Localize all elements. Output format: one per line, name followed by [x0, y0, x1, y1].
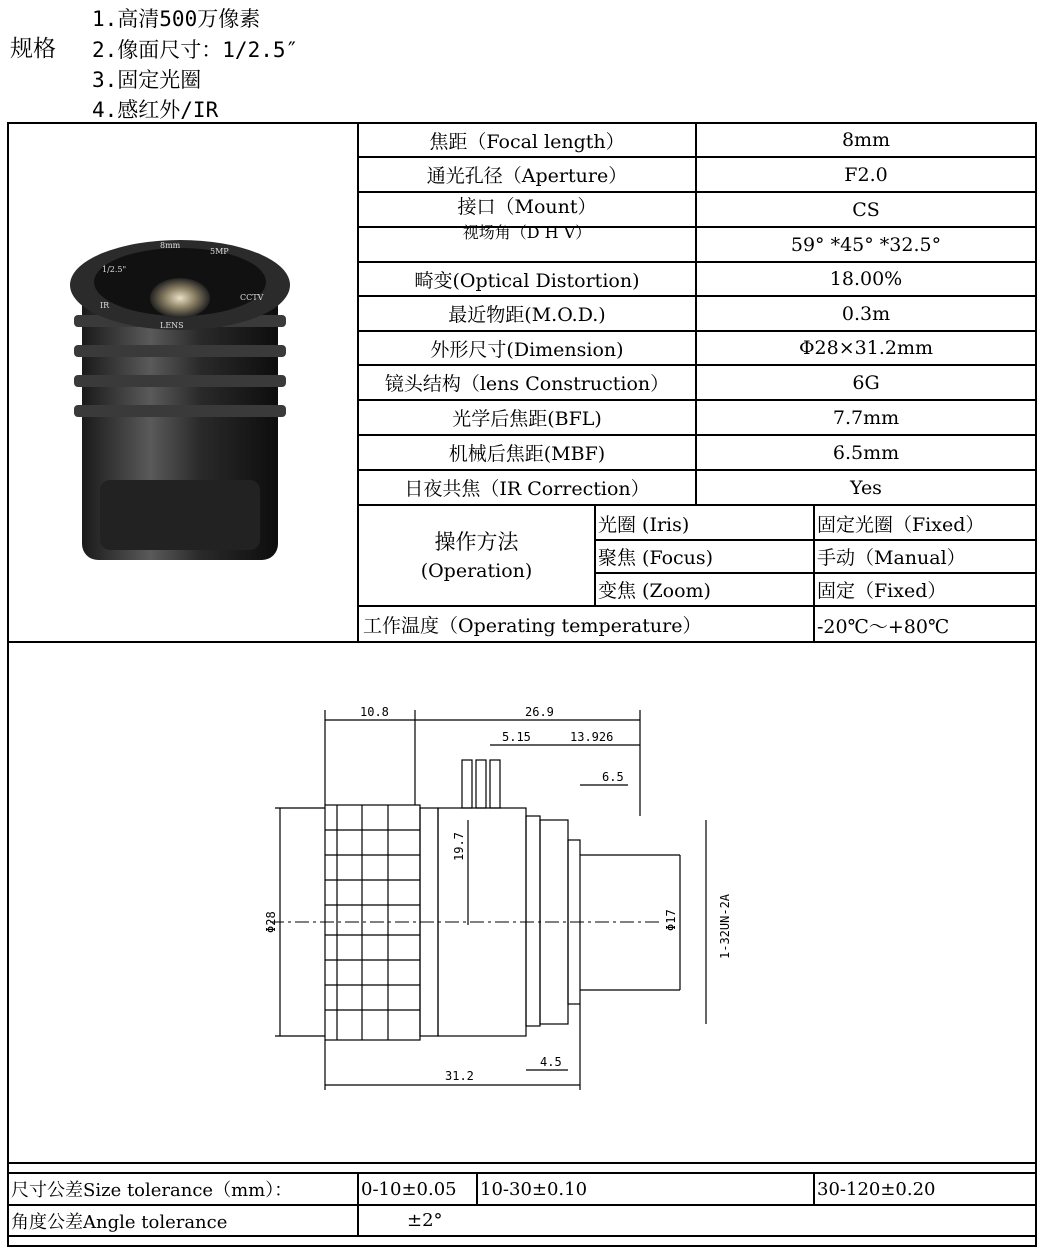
size-tolerance-label: 尺寸公差Size tolerance（mm）： — [11, 1180, 293, 1201]
spec-item: 3.固定光圈 — [92, 68, 202, 92]
param-label: 焦距（Focal length） — [429, 130, 625, 153]
temperature-value: -20℃～+80℃ — [817, 616, 950, 638]
param-value: 6G — [852, 371, 880, 394]
size-tolerance-value: 30-120±0.20 — [817, 1178, 936, 1200]
param-label: 光学后焦距(BFL) — [452, 408, 602, 430]
param-value: 59° *45° *32.5° — [790, 233, 942, 256]
param-value: 18.00% — [829, 268, 903, 290]
param-label: 外形尺寸(Dimension) — [430, 338, 624, 361]
dim-label: 1-32UN-2A — [718, 893, 732, 959]
param-label: 接口（Mount） — [457, 196, 597, 218]
lens-marking: LENS — [160, 321, 184, 330]
lens-marking: 1/2.5" — [102, 265, 127, 274]
angle-tolerance-label: 角度公差Angle tolerance — [11, 1211, 228, 1233]
operation-name: 变焦 (Zoom) — [598, 580, 711, 602]
param-value: 6.5mm — [832, 441, 900, 464]
operation-value: 手动（Manual） — [817, 547, 966, 569]
lens-marking: 8mm — [160, 241, 181, 250]
param-label: 机械后焦距(MBF) — [448, 443, 606, 465]
size-tolerance-value: 0-10±0.05 — [361, 1178, 457, 1200]
dim-label: 13.926 — [570, 730, 614, 744]
dim-label: 4.5 — [540, 1055, 562, 1069]
param-value: Yes — [850, 476, 882, 499]
operation-value: 固定（Fixed） — [817, 580, 947, 602]
size-tolerance-value: 10-30±0.10 — [480, 1178, 588, 1200]
lens-marking: IR — [100, 301, 110, 310]
param-label: 畸变(Optical Distortion) — [414, 269, 640, 292]
lens-marking: 5MP — [210, 247, 229, 256]
param-label: 通光孔径（Aperture） — [426, 165, 628, 187]
dim-label: Φ17 — [664, 909, 678, 931]
spec-title: 规格 — [10, 36, 56, 62]
lens-marking: CCTV — [240, 293, 264, 302]
param-value: 0.3m — [841, 302, 891, 325]
operation-name: 聚焦 (Focus) — [598, 547, 714, 569]
operation-value: 固定光圈（Fixed） — [817, 513, 985, 536]
dim-label: 10.8 — [360, 705, 389, 719]
operation-name: 光圈 (Iris) — [598, 513, 690, 536]
dim-label: 6.5 — [602, 770, 624, 784]
dim-label: 5.15 — [502, 730, 531, 744]
param-value: 8mm — [841, 129, 891, 151]
operation-label: 操作方法 — [434, 530, 519, 554]
operation-label-en: (Operation) — [420, 560, 533, 582]
dimension-drawing — [240, 690, 760, 1100]
param-value: CS — [852, 198, 880, 221]
dim-label: 26.9 — [525, 705, 554, 719]
temperature-label: 工作温度（Operating temperature） — [363, 615, 702, 637]
spec-item: 1.高清500万像素 — [92, 7, 261, 31]
param-value: Φ28×31.2mm — [798, 337, 933, 359]
lens-photo — [60, 230, 300, 560]
angle-tolerance-value: ±2° — [407, 1210, 443, 1231]
param-label: 视场角（D H V） — [462, 222, 592, 242]
param-value: F2.0 — [844, 163, 888, 186]
param-label: 最近物距(M.O.D.) — [448, 304, 606, 326]
dim-label: 19.7 — [452, 832, 466, 861]
spec-item: 4.感红外/IR — [92, 98, 219, 122]
spec-item: 2.像面尺寸：1/2.5″ — [92, 38, 299, 62]
param-label: 镜头结构（lens Construction） — [384, 373, 670, 395]
param-label: 日夜共焦（IR Correction） — [404, 478, 650, 500]
dim-label: Φ28 — [264, 911, 278, 933]
dim-label: 31.2 — [445, 1069, 474, 1083]
param-value: 7.7mm — [832, 406, 900, 429]
